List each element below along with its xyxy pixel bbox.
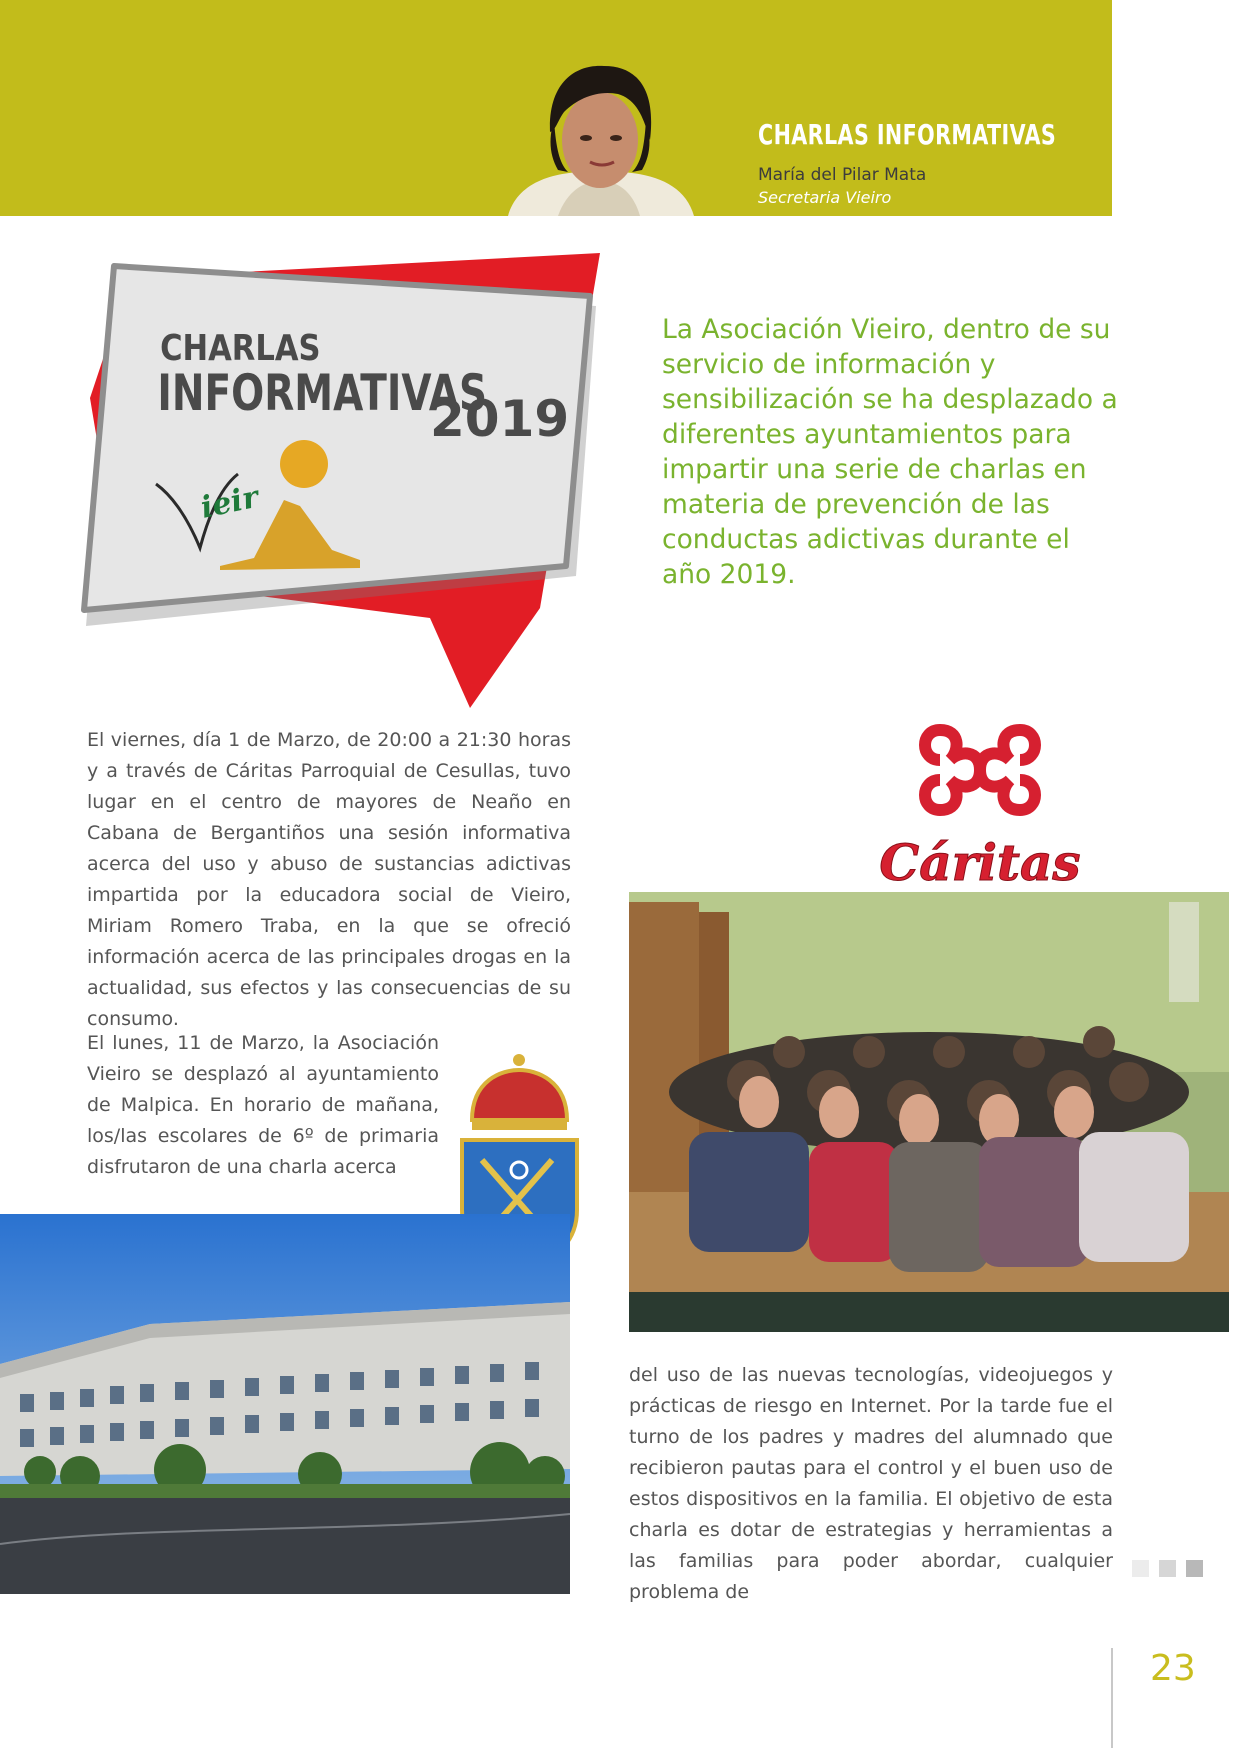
school-photo xyxy=(0,1214,570,1594)
section-title: CHARLAS INFORMATIVAS xyxy=(758,118,1057,151)
paragraph-caritas: El viernes, día 1 de Marzo, de 20:00 a 21:30 horas y a través de Cáritas Parroquial de Cesullas, tuvo lugar en el centro de mayores de Neaño en Cabana de Bergantiños una sesión informativa acerca del uso y abuso de sustancias adictivas impartida por la educadora social de Vieiro, Miriam Romero Traba, en la que se ofreció información acerca de las principales drogas en la actualidad, sus efectos y las consecuencias de su consumo. xyxy=(87,729,571,1030)
banner-line1: CHARLAS xyxy=(160,326,321,369)
banner-line2: INFORMATIVAS xyxy=(157,363,488,423)
caritas-name: Cáritas xyxy=(879,833,1081,892)
author-name: María del Pilar Mata xyxy=(758,165,927,185)
author-role: Secretaria Vieiro xyxy=(758,188,892,207)
logo-text: ieir xyxy=(197,479,262,526)
paragraph-malpica-continued: del uso de las nuevas tecnologías, videojuegos y prácticas de riesgo en Internet. Por la tarde fue el turno de los padres y madres del alumnado que recibieron pautas para el control y el buen uso de estos dispositivos en la familia. El objetivo de esta charla es dotar de estrategias y herramientas a las familias para poder abordar, cualquier problema de xyxy=(629,1364,1113,1603)
banner-year: 2019 xyxy=(430,390,570,448)
decorative-squares xyxy=(1132,1560,1213,1581)
page-number: 23 xyxy=(1150,1648,1196,1689)
paragraph-malpica: El lunes, 11 de Marzo, la Asociación Vieiro se desplazó al ayuntamiento de Malpica. En horario de mañana, los/las escolares de 6º de primaria disfrutaron de una charla acerca xyxy=(87,1032,439,1178)
caritas-logo xyxy=(840,690,1120,920)
intro-paragraph: La Asociación Vieiro, dentro de su servicio de información y sensibilización se ha desplazado a diferentes ayuntamientos para impartir una serie de charlas en materia de prevención de las conductas adictivas durante el año 2019. xyxy=(662,314,1118,590)
charlas-banner xyxy=(70,248,610,708)
portrait-photo xyxy=(498,60,702,216)
footer-divider xyxy=(1111,1648,1113,1748)
meeting-photo xyxy=(629,892,1229,1332)
